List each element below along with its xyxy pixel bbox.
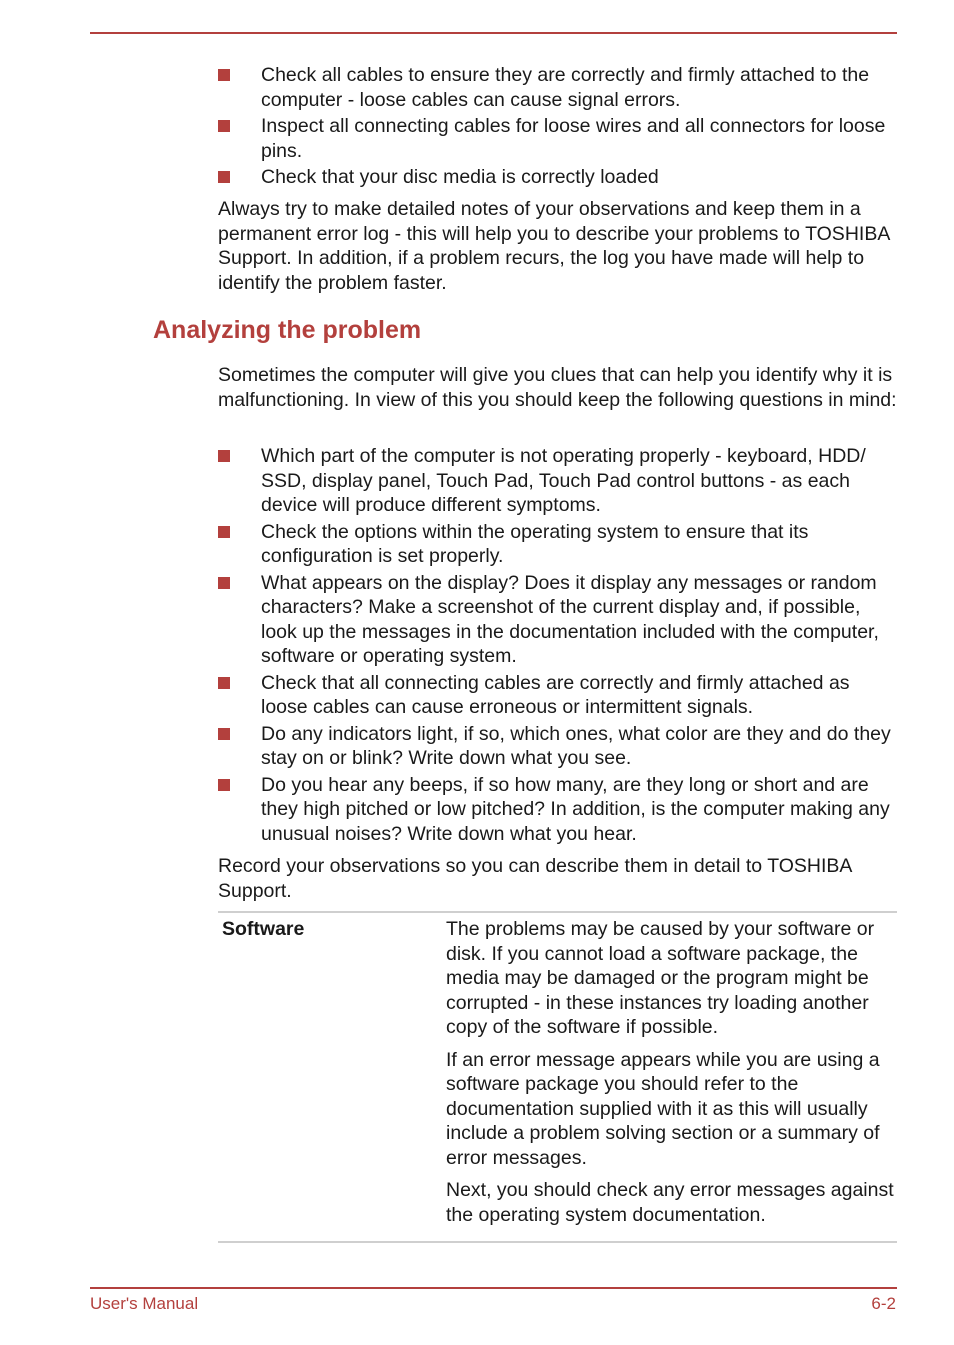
list-item — [218, 520, 898, 569]
bullet-square-icon — [218, 120, 230, 132]
bullet-square-icon — [218, 728, 230, 740]
list-item-text: Do you hear any beeps, if so how many, are they long or short and are they high pitched or low pitched? In addition, is the computer making any unusual noises? Write down what you hear. — [261, 773, 890, 845]
list-item — [218, 571, 898, 669]
intro-paragraph: Always try to make detailed notes of your observations and keep them in a permanent error log - this will help you to describe your problems to TOSHIBA Support. In addition, if a problem recurs, the log you have made will help to identify the problem faster. — [218, 198, 890, 294]
list-item-text: Do any indicators light, if so, which ones, what color are they and do they stay on or blink? Write down what you see. — [261, 722, 891, 769]
bullet-square-icon — [218, 526, 230, 538]
bullet-square-icon — [218, 779, 230, 791]
list-item-text: What appears on the display? Does it display any messages or random characters? Make a screenshot of the current display and, if possible, look up the messages in the documentation included with the computer, software or operating system. — [261, 571, 879, 667]
top-bullet-list — [218, 63, 898, 192]
list-item-text: Check that your disc media is correctly loaded — [261, 166, 659, 188]
closing-paragraph: Record your observations so you can describe them in detail to TOSHIBA Support. — [218, 855, 852, 902]
bullet-square-icon — [218, 171, 230, 183]
list-item — [218, 671, 898, 720]
section-intro-paragraph: Sometimes the computer will give you clues that can help you identify why it is malfunctioning. In view of this you should keep the following questions in mind: — [218, 364, 897, 411]
footer-page-number: 6-2 — [871, 1294, 896, 1313]
list-item — [218, 63, 898, 112]
footer-rule — [90, 1287, 897, 1289]
list-item — [218, 165, 898, 190]
list-item-text: Inspect all connecting cables for loose wires and all connectors for loose pins. — [261, 115, 886, 162]
list-item-text: Check all cables to ensure they are correctly and firmly attached to the computer - loose cables can cause signal errors. — [261, 64, 870, 111]
bullet-square-icon — [218, 69, 230, 81]
table-description-paragraph: If an error message appears while you are using a software package you should refer to the documentation supplied with it as this will usually include a problem solving section or a summary of error messages. — [446, 1048, 880, 1169]
section-heading: Analyzing the problem — [153, 316, 422, 344]
list-item — [218, 722, 898, 771]
list-item-text: Check that all connecting cables are correctly and firmly attached as loose cables can cause erroneous or intermittent signals. — [261, 671, 850, 718]
bullet-square-icon — [218, 577, 230, 589]
list-item-text: Check the options within the operating system to ensure that its configuration is set properly. — [261, 520, 809, 567]
table-description — [446, 913, 897, 1227]
bullet-square-icon — [218, 450, 230, 462]
table-description-paragraph: The problems may be caused by your software or disk. If you cannot load a software package, the media may be damaged or the program might be corrupted - in these instances try loading another copy of the software if possible. — [446, 918, 875, 1038]
list-item-text: Which part of the computer is not operating properly - keyboard, HDD/ SSD, display panel, Touch Pad, Touch Pad control buttons - as each device will produce different symptoms. — [261, 445, 866, 516]
header-rule — [90, 32, 897, 34]
troubleshooting-table — [218, 911, 897, 1243]
bullet-square-icon — [218, 677, 230, 689]
table-description-paragraph: Next, you should check any error messages against the operating system documentation. — [446, 1179, 894, 1226]
table-term-software: Software — [222, 918, 305, 940]
list-item — [218, 773, 898, 847]
footer-manual-title: User's Manual — [90, 1294, 199, 1313]
list-item — [218, 114, 898, 163]
section-bullet-list — [218, 444, 898, 848]
list-item — [218, 444, 898, 518]
